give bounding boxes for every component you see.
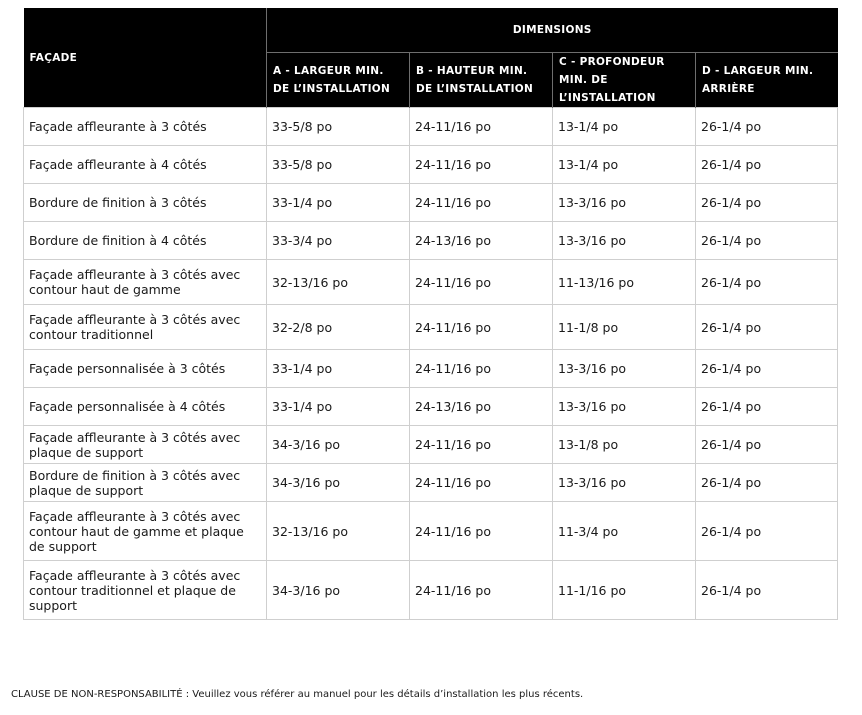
facade-name-cell: Bordure de finition à 4 côtés — [24, 222, 267, 260]
table-row — [24, 222, 838, 260]
table-row — [24, 426, 838, 464]
min-height-cell: 24-11/16 po — [410, 184, 553, 222]
min-depth-cell: 13-3/16 po — [553, 222, 696, 260]
min-width-cell: 32-2/8 po — [267, 305, 410, 350]
min-depth-cell: 13-3/16 po — [553, 184, 696, 222]
min-height-cell: 24-11/16 po — [410, 108, 553, 146]
column-header-a: A - LARGEUR MIN. DE L’INSTALLATION — [267, 53, 410, 108]
min-height-cell: 24-11/16 po — [410, 426, 553, 464]
facade-name-cell: Façade personnalisée à 4 côtés — [24, 388, 267, 426]
facade-name-cell: Façade personnalisée à 3 côtés — [24, 350, 267, 388]
min-height-cell: 24-11/16 po — [410, 464, 553, 502]
min-depth-cell: 13-3/16 po — [553, 350, 696, 388]
column-header-b: B - HAUTEUR MIN. DE L’INSTALLATION — [410, 53, 553, 108]
facade-name-cell: Façade affleurante à 3 côtés avec contour traditionnel — [24, 305, 267, 350]
min-depth-cell: 11-3/4 po — [553, 502, 696, 561]
facade-name-cell: Bordure de finition à 3 côtés — [24, 184, 267, 222]
rear-width-cell: 26-1/4 po — [696, 305, 838, 350]
min-depth-cell: 13-1/4 po — [553, 108, 696, 146]
min-height-cell: 24-11/16 po — [410, 305, 553, 350]
rear-width-cell: 26-1/4 po — [696, 502, 838, 561]
min-width-cell: 33-1/4 po — [267, 184, 410, 222]
facade-name-cell: Façade affleurante à 3 côtés avec contour haut de gamme — [24, 260, 267, 305]
min-depth-cell: 13-1/4 po — [553, 146, 696, 184]
rear-width-cell: 26-1/4 po — [696, 464, 838, 502]
disclaimer-text: CLAUSE DE NON-RESPONSABILITÉ : Veuillez vous référer au manuel pour les détails d’installation les plus récents. — [11, 689, 584, 700]
table-row — [24, 260, 838, 305]
facade-name-cell: Façade affleurante à 3 côtés avec plaque de support — [24, 426, 267, 464]
rear-width-cell: 26-1/4 po — [696, 146, 838, 184]
min-height-cell: 24-11/16 po — [410, 260, 553, 305]
min-depth-cell: 11-1/8 po — [553, 305, 696, 350]
min-width-cell: 32-13/16 po — [267, 260, 410, 305]
table-row — [24, 184, 838, 222]
min-height-cell: 24-11/16 po — [410, 561, 553, 620]
table-row — [24, 502, 838, 561]
min-height-cell: 24-13/16 po — [410, 388, 553, 426]
min-width-cell: 32-13/16 po — [267, 502, 410, 561]
min-width-cell: 33-1/4 po — [267, 350, 410, 388]
rear-width-cell: 26-1/4 po — [696, 260, 838, 305]
min-width-cell: 33-3/4 po — [267, 222, 410, 260]
min-height-cell: 24-13/16 po — [410, 222, 553, 260]
min-width-cell: 34-3/16 po — [267, 426, 410, 464]
min-width-cell: 33-1/4 po — [267, 388, 410, 426]
table-row — [24, 305, 838, 350]
min-depth-cell: 13-3/16 po — [553, 388, 696, 426]
column-header-c: C - PROFONDEUR MIN. DE L’INSTALLATION — [553, 53, 696, 108]
min-depth-cell: 13-1/8 po — [553, 426, 696, 464]
min-height-cell: 24-11/16 po — [410, 502, 553, 561]
dimensions-table — [23, 8, 838, 620]
column-header-d: D - LARGEUR MIN. ARRIÈRE — [696, 53, 838, 108]
min-width-cell: 33-5/8 po — [267, 108, 410, 146]
facade-name-cell: Bordure de finition à 3 côtés avec plaque de support — [24, 464, 267, 502]
rear-width-cell: 26-1/4 po — [696, 222, 838, 260]
min-depth-cell: 13-3/16 po — [553, 464, 696, 502]
table-row — [24, 350, 838, 388]
table-row — [24, 561, 838, 620]
min-width-cell: 34-3/16 po — [267, 464, 410, 502]
rear-width-cell: 26-1/4 po — [696, 108, 838, 146]
min-width-cell: 34-3/16 po — [267, 561, 410, 620]
table-row — [24, 388, 838, 426]
min-depth-cell: 11-13/16 po — [553, 260, 696, 305]
rear-width-cell: 26-1/4 po — [696, 426, 838, 464]
min-width-cell: 33-5/8 po — [267, 146, 410, 184]
table-row — [24, 464, 838, 502]
min-height-cell: 24-11/16 po — [410, 350, 553, 388]
rear-width-cell: 26-1/4 po — [696, 184, 838, 222]
facade-column-header: FAÇADE — [24, 8, 267, 108]
facade-name-cell: Façade affleurante à 4 côtés — [24, 146, 267, 184]
facade-name-cell: Façade affleurante à 3 côtés avec contour haut de gamme et plaque de support — [24, 502, 267, 561]
table-row — [24, 146, 838, 184]
min-depth-cell: 11-1/16 po — [553, 561, 696, 620]
dimensions-group-header: DIMENSIONS — [267, 8, 838, 53]
table-row — [24, 108, 838, 146]
rear-width-cell: 26-1/4 po — [696, 561, 838, 620]
min-height-cell: 24-11/16 po — [410, 146, 553, 184]
rear-width-cell: 26-1/4 po — [696, 350, 838, 388]
facade-name-cell: Façade affleurante à 3 côtés avec contour traditionnel et plaque de support — [24, 561, 267, 620]
rear-width-cell: 26-1/4 po — [696, 388, 838, 426]
facade-name-cell: Façade affleurante à 3 côtés — [24, 108, 267, 146]
